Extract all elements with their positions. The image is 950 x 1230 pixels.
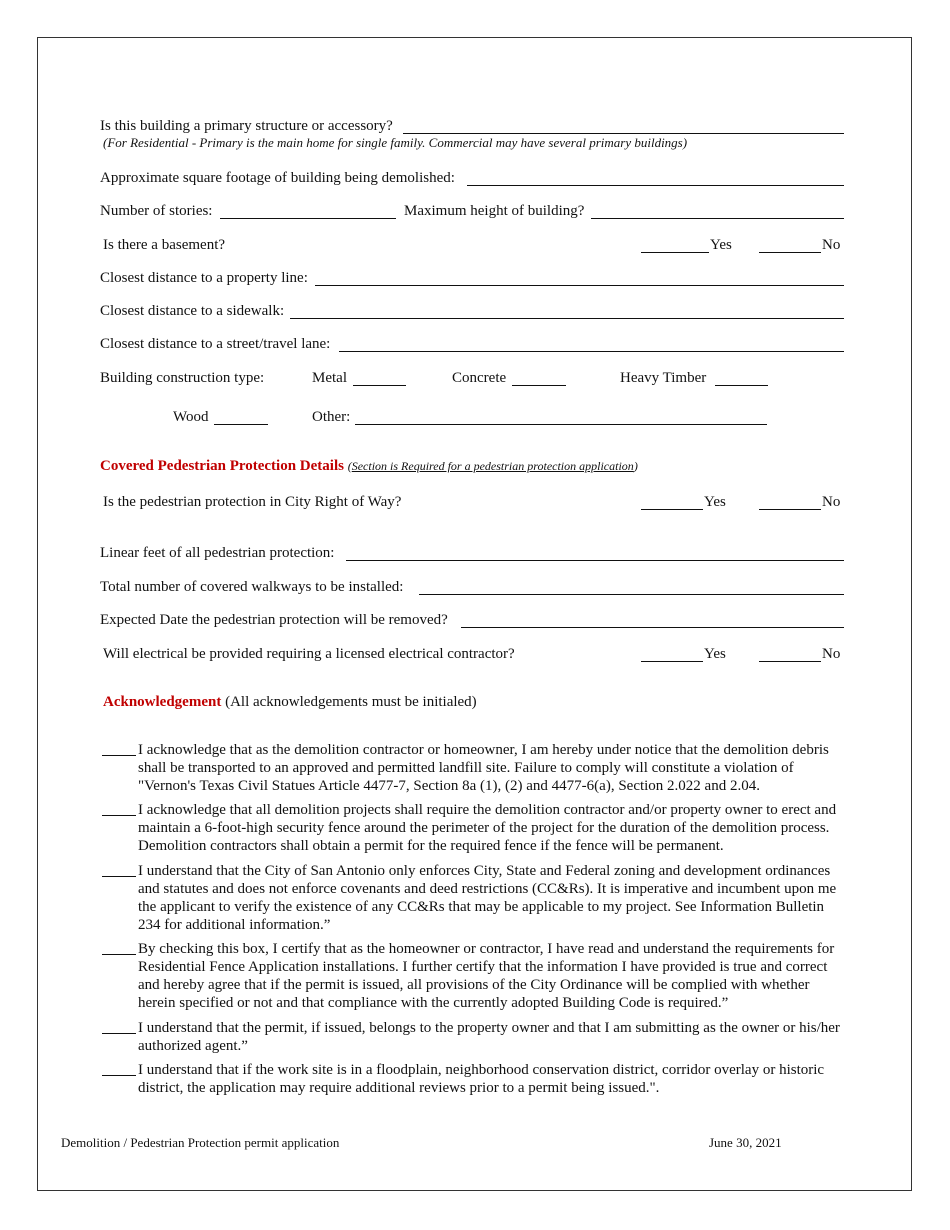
- electrical-label: Will electrical be provided requiring a licensed electrical contractor?: [103, 646, 515, 662]
- electrical-no-label: No: [822, 646, 841, 662]
- pedestrian-heading: Covered Pedestrian Protection Details: [100, 458, 344, 474]
- primary-structure-note: (For Residential - Primary is the main home for single family. Commercial may have several primary buildings): [103, 135, 688, 150]
- initial-field[interactable]: [102, 1075, 136, 1076]
- property-line-field[interactable]: [315, 285, 844, 286]
- acknowledgement-item: [102, 1061, 847, 1097]
- acknowledgement-text: I understand that the permit, if issued, belongs to the property owner and that I am submitting as the owner or his/her authorized agent.”: [138, 1020, 840, 1054]
- pedestrian-row-label: Is the pedestrian protection in City Right of Way?: [103, 494, 402, 510]
- acknowledgement-text: I acknowledge that all demolition projects shall require the demolition contractor and/or property owner to erect and maintain a 6-foot-high security fence around the perimeter of the project for the duration of the demolition process. Demolition contractors shall obtain a permit for the required fence if the fence will be permanent.: [138, 802, 837, 854]
- acknowledgement-subheading: (All acknowledgements must be initialed): [225, 694, 477, 710]
- pedestrian-heading-note: (Section is Required for a pedestrian protection application): [347, 459, 638, 473]
- footer-title: Demolition / Pedestrian Protection permit application: [61, 1135, 340, 1150]
- construction-wood-label: Wood: [173, 409, 209, 425]
- acknowledgement-item: [102, 741, 847, 795]
- construction-other-field[interactable]: [355, 424, 767, 425]
- acknowledgement-heading-row: [103, 693, 477, 711]
- stories-label: Number of stories:: [100, 203, 213, 219]
- pedestrian-row-yes-field[interactable]: [641, 509, 703, 510]
- basement-yes-field[interactable]: [641, 252, 709, 253]
- construction-metal-field[interactable]: [353, 385, 406, 386]
- footer-date: June 30, 2021: [709, 1135, 782, 1150]
- acknowledgement-text: I understand that the City of San Antonio only enforces City, State and Federal zoning and development ordinances and statutes and does not enforce covenants and deed restrictions (CC&Rs). It is imperative and incumbent upon me the applicant to verify the existence of any CC&Rs that may be applicable to my project. See Information Bulletin 234 for additional information.”: [138, 863, 837, 933]
- electrical-yes-label: Yes: [704, 646, 726, 662]
- construction-other-label: Other:: [312, 409, 351, 425]
- street-field[interactable]: [339, 351, 844, 352]
- walkways-field[interactable]: [419, 594, 844, 595]
- property-line-label: Closest distance to a property line:: [100, 270, 308, 286]
- initial-field[interactable]: [102, 755, 136, 756]
- initial-field[interactable]: [102, 1033, 136, 1034]
- street-label: Closest distance to a street/travel lane:: [100, 336, 331, 352]
- construction-concrete-label: Concrete: [452, 370, 507, 386]
- construction-concrete-field[interactable]: [512, 385, 566, 386]
- construction-heavy-timber-label: Heavy Timber: [620, 370, 707, 386]
- initial-field[interactable]: [102, 954, 136, 955]
- initial-field[interactable]: [102, 876, 136, 877]
- construction-wood-field[interactable]: [214, 424, 268, 425]
- initial-field[interactable]: [102, 815, 136, 816]
- construction-metal-label: Metal: [312, 370, 347, 386]
- walkways-label: Total number of covered walkways to be installed:: [100, 579, 404, 595]
- acknowledgement-item: [102, 862, 847, 934]
- linear-feet-field[interactable]: [346, 560, 844, 561]
- max-height-field[interactable]: [591, 218, 844, 219]
- electrical-yes-field[interactable]: [641, 661, 703, 662]
- acknowledgement-item: [102, 1019, 847, 1055]
- sqft-field[interactable]: [467, 185, 844, 186]
- sqft-label: Approximate square footage of building being demolished:: [100, 170, 455, 186]
- acknowledgement-text: I acknowledge that as the demolition contractor or homeowner, I am hereby under notice that the demolition debris shall be transported to an approved and permitted landfill site. Failure to comply will constitute a violation of "Vernon's Texas Civil Statues Article 4477-7, Section 8a (1), (2) and 4477-6(a), Section 2.022 and 2.04.: [138, 742, 829, 794]
- pedestrian-row-no-field[interactable]: [759, 509, 821, 510]
- construction-heavy-timber-field[interactable]: [715, 385, 768, 386]
- sidewalk-label: Closest distance to a sidewalk:: [100, 303, 285, 319]
- acknowledgement-item: [102, 940, 847, 1012]
- pedestrian-heading-row: [100, 457, 638, 475]
- stories-field[interactable]: [220, 218, 396, 219]
- pedestrian-row-yes-label: Yes: [704, 494, 726, 510]
- acknowledgement-text: I understand that if the work site is in a floodplain, neighborhood conservation district, corridor overlay or historic district, the application may require additional reviews prior to a permit being issued.".: [138, 1062, 825, 1096]
- basement-yes-label: Yes: [710, 237, 732, 253]
- basement-no-label: No: [822, 237, 841, 253]
- electrical-no-field[interactable]: [759, 661, 821, 662]
- pedestrian-row-no-label: No: [822, 494, 841, 510]
- basement-no-field[interactable]: [759, 252, 821, 253]
- sidewalk-field[interactable]: [290, 318, 844, 319]
- linear-feet-label: Linear feet of all pedestrian protection:: [100, 545, 335, 561]
- construction-type-label: Building construction type:: [100, 370, 265, 386]
- removal-date-field[interactable]: [461, 627, 844, 628]
- primary-structure-label: Is this building a primary structure or accessory?: [100, 118, 393, 134]
- max-height-label: Maximum height of building?: [404, 203, 585, 219]
- basement-label: Is there a basement?: [103, 237, 226, 253]
- acknowledgement-item: [102, 801, 847, 855]
- acknowledgement-heading: Acknowledgement: [103, 694, 222, 710]
- acknowledgement-text: By checking this box, I certify that as the homeowner or contractor, I have read and understand the requirements for Residential Fence Application installations. I further certify that the information I have provided is true and correct and hereby agree that if the permit is issued, all provisions of the City Ordinance will be complied with whether herein specified or not and that compliance with the currently adopted Building Code is required.”: [138, 941, 835, 1011]
- removal-date-label: Expected Date the pedestrian protection will be removed?: [100, 612, 448, 628]
